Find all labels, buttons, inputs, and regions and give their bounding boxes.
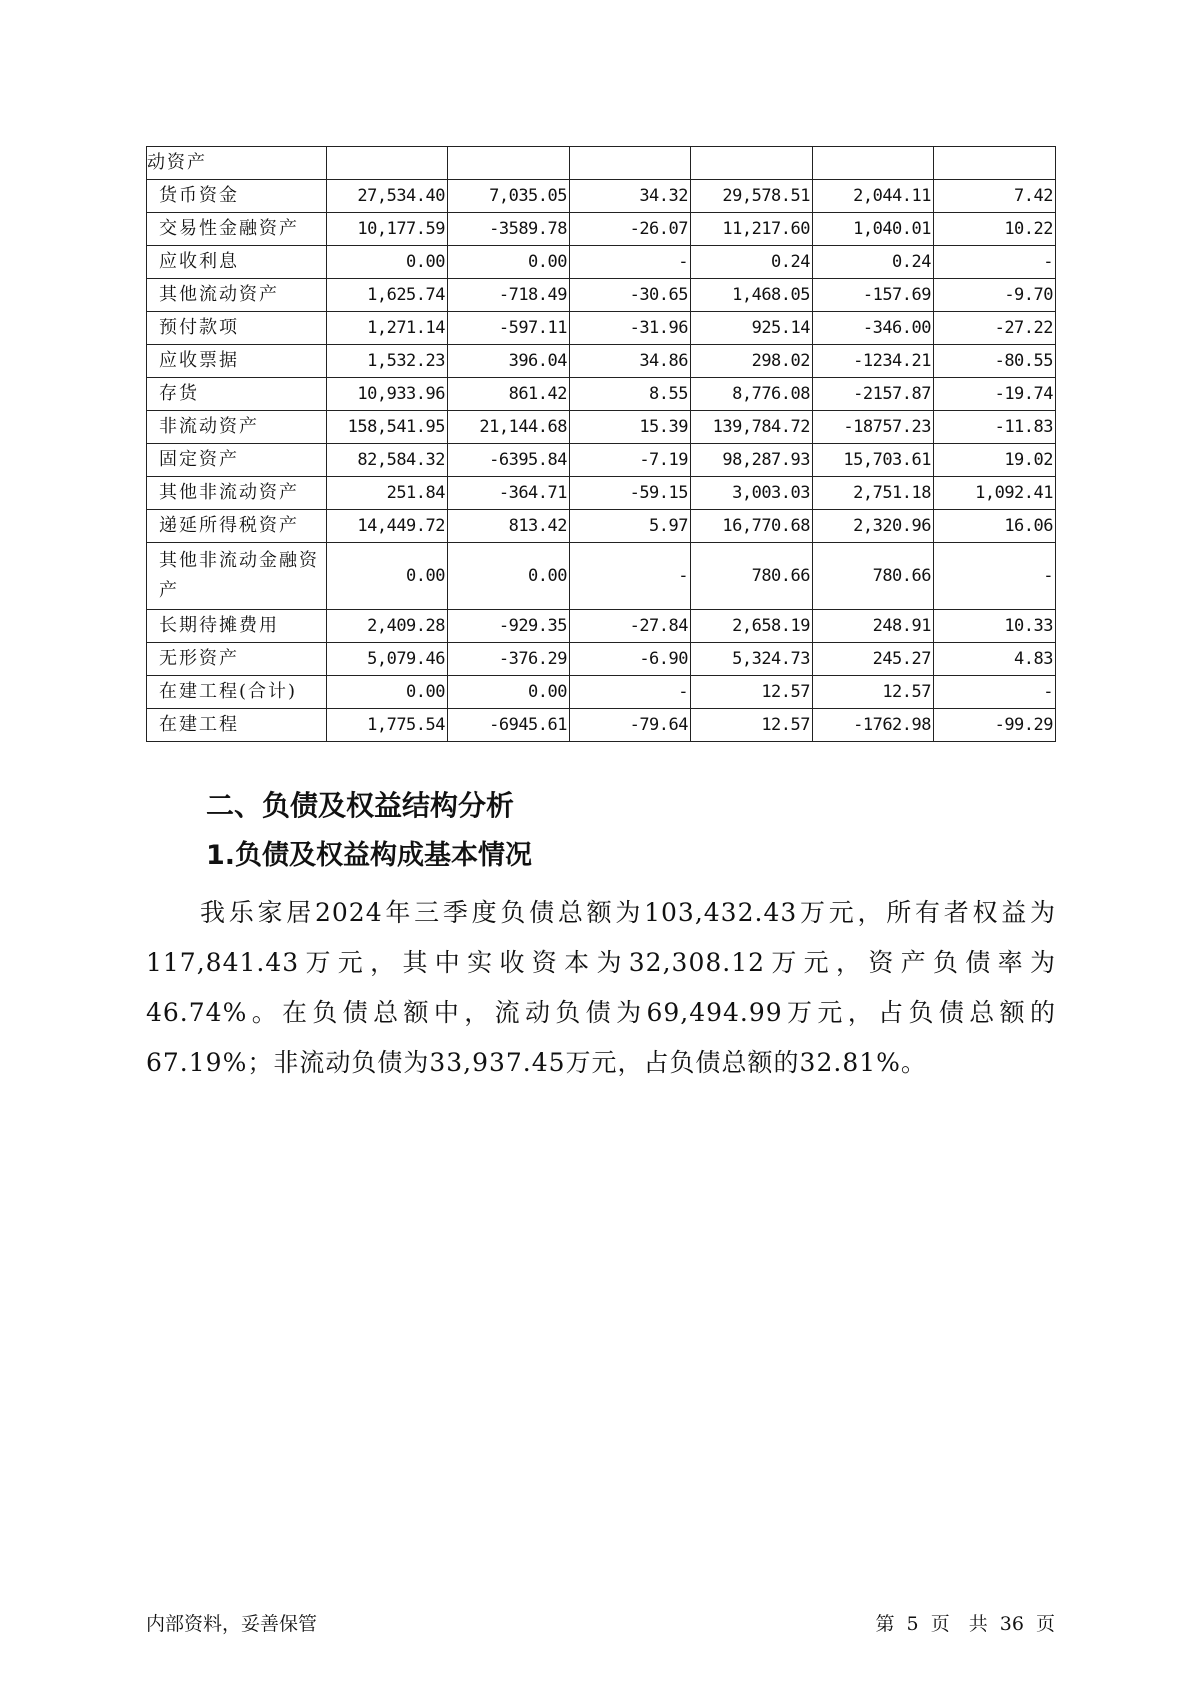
row-label: 应收利息 — [147, 246, 327, 279]
table-cell: -79.64 — [570, 709, 691, 742]
page-total: 36 — [999, 1613, 1024, 1635]
section-subheading: 1.负债及权益构成基本情况 — [206, 840, 533, 871]
table-cell: -18757.23 — [813, 411, 934, 444]
table-cell: -59.15 — [570, 477, 691, 510]
table-cell: 29,578.51 — [691, 180, 813, 213]
row-label: 存货 — [147, 378, 327, 411]
table-cell: -26.07 — [570, 213, 691, 246]
section-heading: 二、负债及权益结构分析 — [206, 789, 515, 822]
row-label: 动资产 — [147, 147, 327, 180]
page-mid: 页 共 — [930, 1613, 988, 1635]
table-cell: -27.84 — [570, 610, 691, 643]
table-cell: - — [570, 246, 691, 279]
table-cell: -364.71 — [448, 477, 570, 510]
table-cell: 10.22 — [934, 213, 1056, 246]
table-cell: -31.96 — [570, 312, 691, 345]
table-cell: - — [570, 543, 691, 610]
table-cell: 34.32 — [570, 180, 691, 213]
table-cell: 1,775.54 — [327, 709, 448, 742]
table-cell: 251.84 — [327, 477, 448, 510]
row-label: 交易性金融资产 — [147, 213, 327, 246]
table-cell: -3589.78 — [448, 213, 570, 246]
table-cell: - — [934, 676, 1056, 709]
table-cell: 4.83 — [934, 643, 1056, 676]
table-cell: 2,320.96 — [813, 510, 934, 543]
table-cell: 34.86 — [570, 345, 691, 378]
table-cell: -376.29 — [448, 643, 570, 676]
table-cell: 12.57 — [691, 676, 813, 709]
asset-table — [146, 146, 1056, 742]
table-cell: -1762.98 — [813, 709, 934, 742]
table-cell: - — [570, 676, 691, 709]
table-cell: -30.65 — [570, 279, 691, 312]
table-cell — [691, 147, 813, 180]
table-cell: 82,584.32 — [327, 444, 448, 477]
table-cell: 925.14 — [691, 312, 813, 345]
table-cell: -6.90 — [570, 643, 691, 676]
table-cell: 139,784.72 — [691, 411, 813, 444]
table-row — [147, 510, 1056, 543]
table-cell: -7.19 — [570, 444, 691, 477]
table-cell: - — [934, 543, 1056, 610]
table-row — [147, 444, 1056, 477]
table-cell: 7.42 — [934, 180, 1056, 213]
row-label: 长期待摊费用 — [147, 610, 327, 643]
table-cell: -11.83 — [934, 411, 1056, 444]
row-label: 固定资产 — [147, 444, 327, 477]
row-label: 在建工程 — [147, 709, 327, 742]
table-cell: 861.42 — [448, 378, 570, 411]
table-cell: 0.24 — [813, 246, 934, 279]
table-cell: 298.02 — [691, 345, 813, 378]
table-cell: 10,177.59 — [327, 213, 448, 246]
table-row — [147, 312, 1056, 345]
row-label: 递延所得税资产 — [147, 510, 327, 543]
table-cell: 5,079.46 — [327, 643, 448, 676]
table-cell: - — [934, 246, 1056, 279]
table-cell: 1,040.01 — [813, 213, 934, 246]
page-prefix: 第 — [875, 1613, 895, 1635]
row-label: 其他非流动资产 — [147, 477, 327, 510]
table-cell: 0.00 — [448, 676, 570, 709]
row-label: 预付款项 — [147, 312, 327, 345]
table-cell: 780.66 — [813, 543, 934, 610]
table-cell: 2,751.18 — [813, 477, 934, 510]
table-row — [147, 411, 1056, 444]
table-row — [147, 279, 1056, 312]
row-label: 在建工程(合计) — [147, 676, 327, 709]
table-row — [147, 180, 1056, 213]
table-cell: 27,534.40 — [327, 180, 448, 213]
table-cell: 2,658.19 — [691, 610, 813, 643]
table-cell: 5,324.73 — [691, 643, 813, 676]
table-cell: 12.57 — [691, 709, 813, 742]
table-cell — [448, 147, 570, 180]
table-cell: 15.39 — [570, 411, 691, 444]
table-row — [147, 709, 1056, 742]
table-cell: -99.29 — [934, 709, 1056, 742]
table-cell — [934, 147, 1056, 180]
table-row — [147, 676, 1056, 709]
table-cell: -6945.61 — [448, 709, 570, 742]
table-cell: 8,776.08 — [691, 378, 813, 411]
table-cell: 1,092.41 — [934, 477, 1056, 510]
table-cell: -27.22 — [934, 312, 1056, 345]
table-row — [147, 610, 1056, 643]
table-cell: 21,144.68 — [448, 411, 570, 444]
table-cell: 16.06 — [934, 510, 1056, 543]
table-cell: 98,287.93 — [691, 444, 813, 477]
table-cell: 396.04 — [448, 345, 570, 378]
table-cell: 1,532.23 — [327, 345, 448, 378]
table-row — [147, 246, 1056, 279]
table-cell: 10.33 — [934, 610, 1056, 643]
table-cell — [813, 147, 934, 180]
row-label: 非流动资产 — [147, 411, 327, 444]
table-cell: 2,409.28 — [327, 610, 448, 643]
page-number: 5 — [906, 1613, 919, 1635]
table-row — [147, 213, 1056, 246]
row-label: 其他流动资产 — [147, 279, 327, 312]
table-row — [147, 643, 1056, 676]
table-cell: 0.00 — [327, 246, 448, 279]
table-cell: -9.70 — [934, 279, 1056, 312]
table-cell: 14,449.72 — [327, 510, 448, 543]
table-cell: 0.00 — [448, 246, 570, 279]
table-cell: 1,625.74 — [327, 279, 448, 312]
page-suffix: 页 — [1035, 1613, 1055, 1635]
table-row — [147, 345, 1056, 378]
table-cell: 15,703.61 — [813, 444, 934, 477]
table-cell: 5.97 — [570, 510, 691, 543]
table-cell: 780.66 — [691, 543, 813, 610]
table-cell: -19.74 — [934, 378, 1056, 411]
table-cell: 813.42 — [448, 510, 570, 543]
table-cell: -2157.87 — [813, 378, 934, 411]
table-cell: -597.11 — [448, 312, 570, 345]
table-cell: -80.55 — [934, 345, 1056, 378]
footer-confidential-note: 内部资料，妥善保管 — [146, 1613, 318, 1635]
table-row — [147, 543, 1056, 610]
table-cell: 0.00 — [327, 543, 448, 610]
table-cell: 1,468.05 — [691, 279, 813, 312]
table-cell: -718.49 — [448, 279, 570, 312]
table-cell: -1234.21 — [813, 345, 934, 378]
table-cell — [327, 147, 448, 180]
table-cell: 158,541.95 — [327, 411, 448, 444]
row-label: 无形资产 — [147, 643, 327, 676]
table-row — [147, 147, 1056, 180]
table-cell: -929.35 — [448, 610, 570, 643]
row-label: 其他非流动金融资产 — [147, 543, 327, 610]
table-cell: 7,035.05 — [448, 180, 570, 213]
table-cell: 3,003.03 — [691, 477, 813, 510]
table-cell: -346.00 — [813, 312, 934, 345]
table-cell: 0.00 — [448, 543, 570, 610]
table-cell: 2,044.11 — [813, 180, 934, 213]
table-cell: 245.27 — [813, 643, 934, 676]
table-row — [147, 378, 1056, 411]
table-cell: 1,271.14 — [327, 312, 448, 345]
footer-page-indicator — [875, 1609, 1055, 1636]
table-cell: -157.69 — [813, 279, 934, 312]
table-cell: 248.91 — [813, 610, 934, 643]
table-cell: 0.00 — [327, 676, 448, 709]
table-cell: 19.02 — [934, 444, 1056, 477]
table-cell: -6395.84 — [448, 444, 570, 477]
row-label: 货币资金 — [147, 180, 327, 213]
table-row — [147, 477, 1056, 510]
table-cell — [570, 147, 691, 180]
table-cell: 16,770.68 — [691, 510, 813, 543]
table-cell: 12.57 — [813, 676, 934, 709]
row-label: 应收票据 — [147, 345, 327, 378]
asset-table-body — [147, 147, 1056, 742]
table-cell: 11,217.60 — [691, 213, 813, 246]
table-cell: 8.55 — [570, 378, 691, 411]
table-cell: 0.24 — [691, 246, 813, 279]
table-cell: 10,933.96 — [327, 378, 448, 411]
body-paragraph: 我乐家居2024年三季度负债总额为103,432.43万元，所有者权益为117,841.43万元，其中实收资本为32,308.12万元，资产负债率为46.74%。在负债总额中，流动负债为69,494.99万元，占负债总额的67.19%；非流动负债为33,937.45万元，占负债总额的32.81%。 — [146, 898, 1056, 1077]
